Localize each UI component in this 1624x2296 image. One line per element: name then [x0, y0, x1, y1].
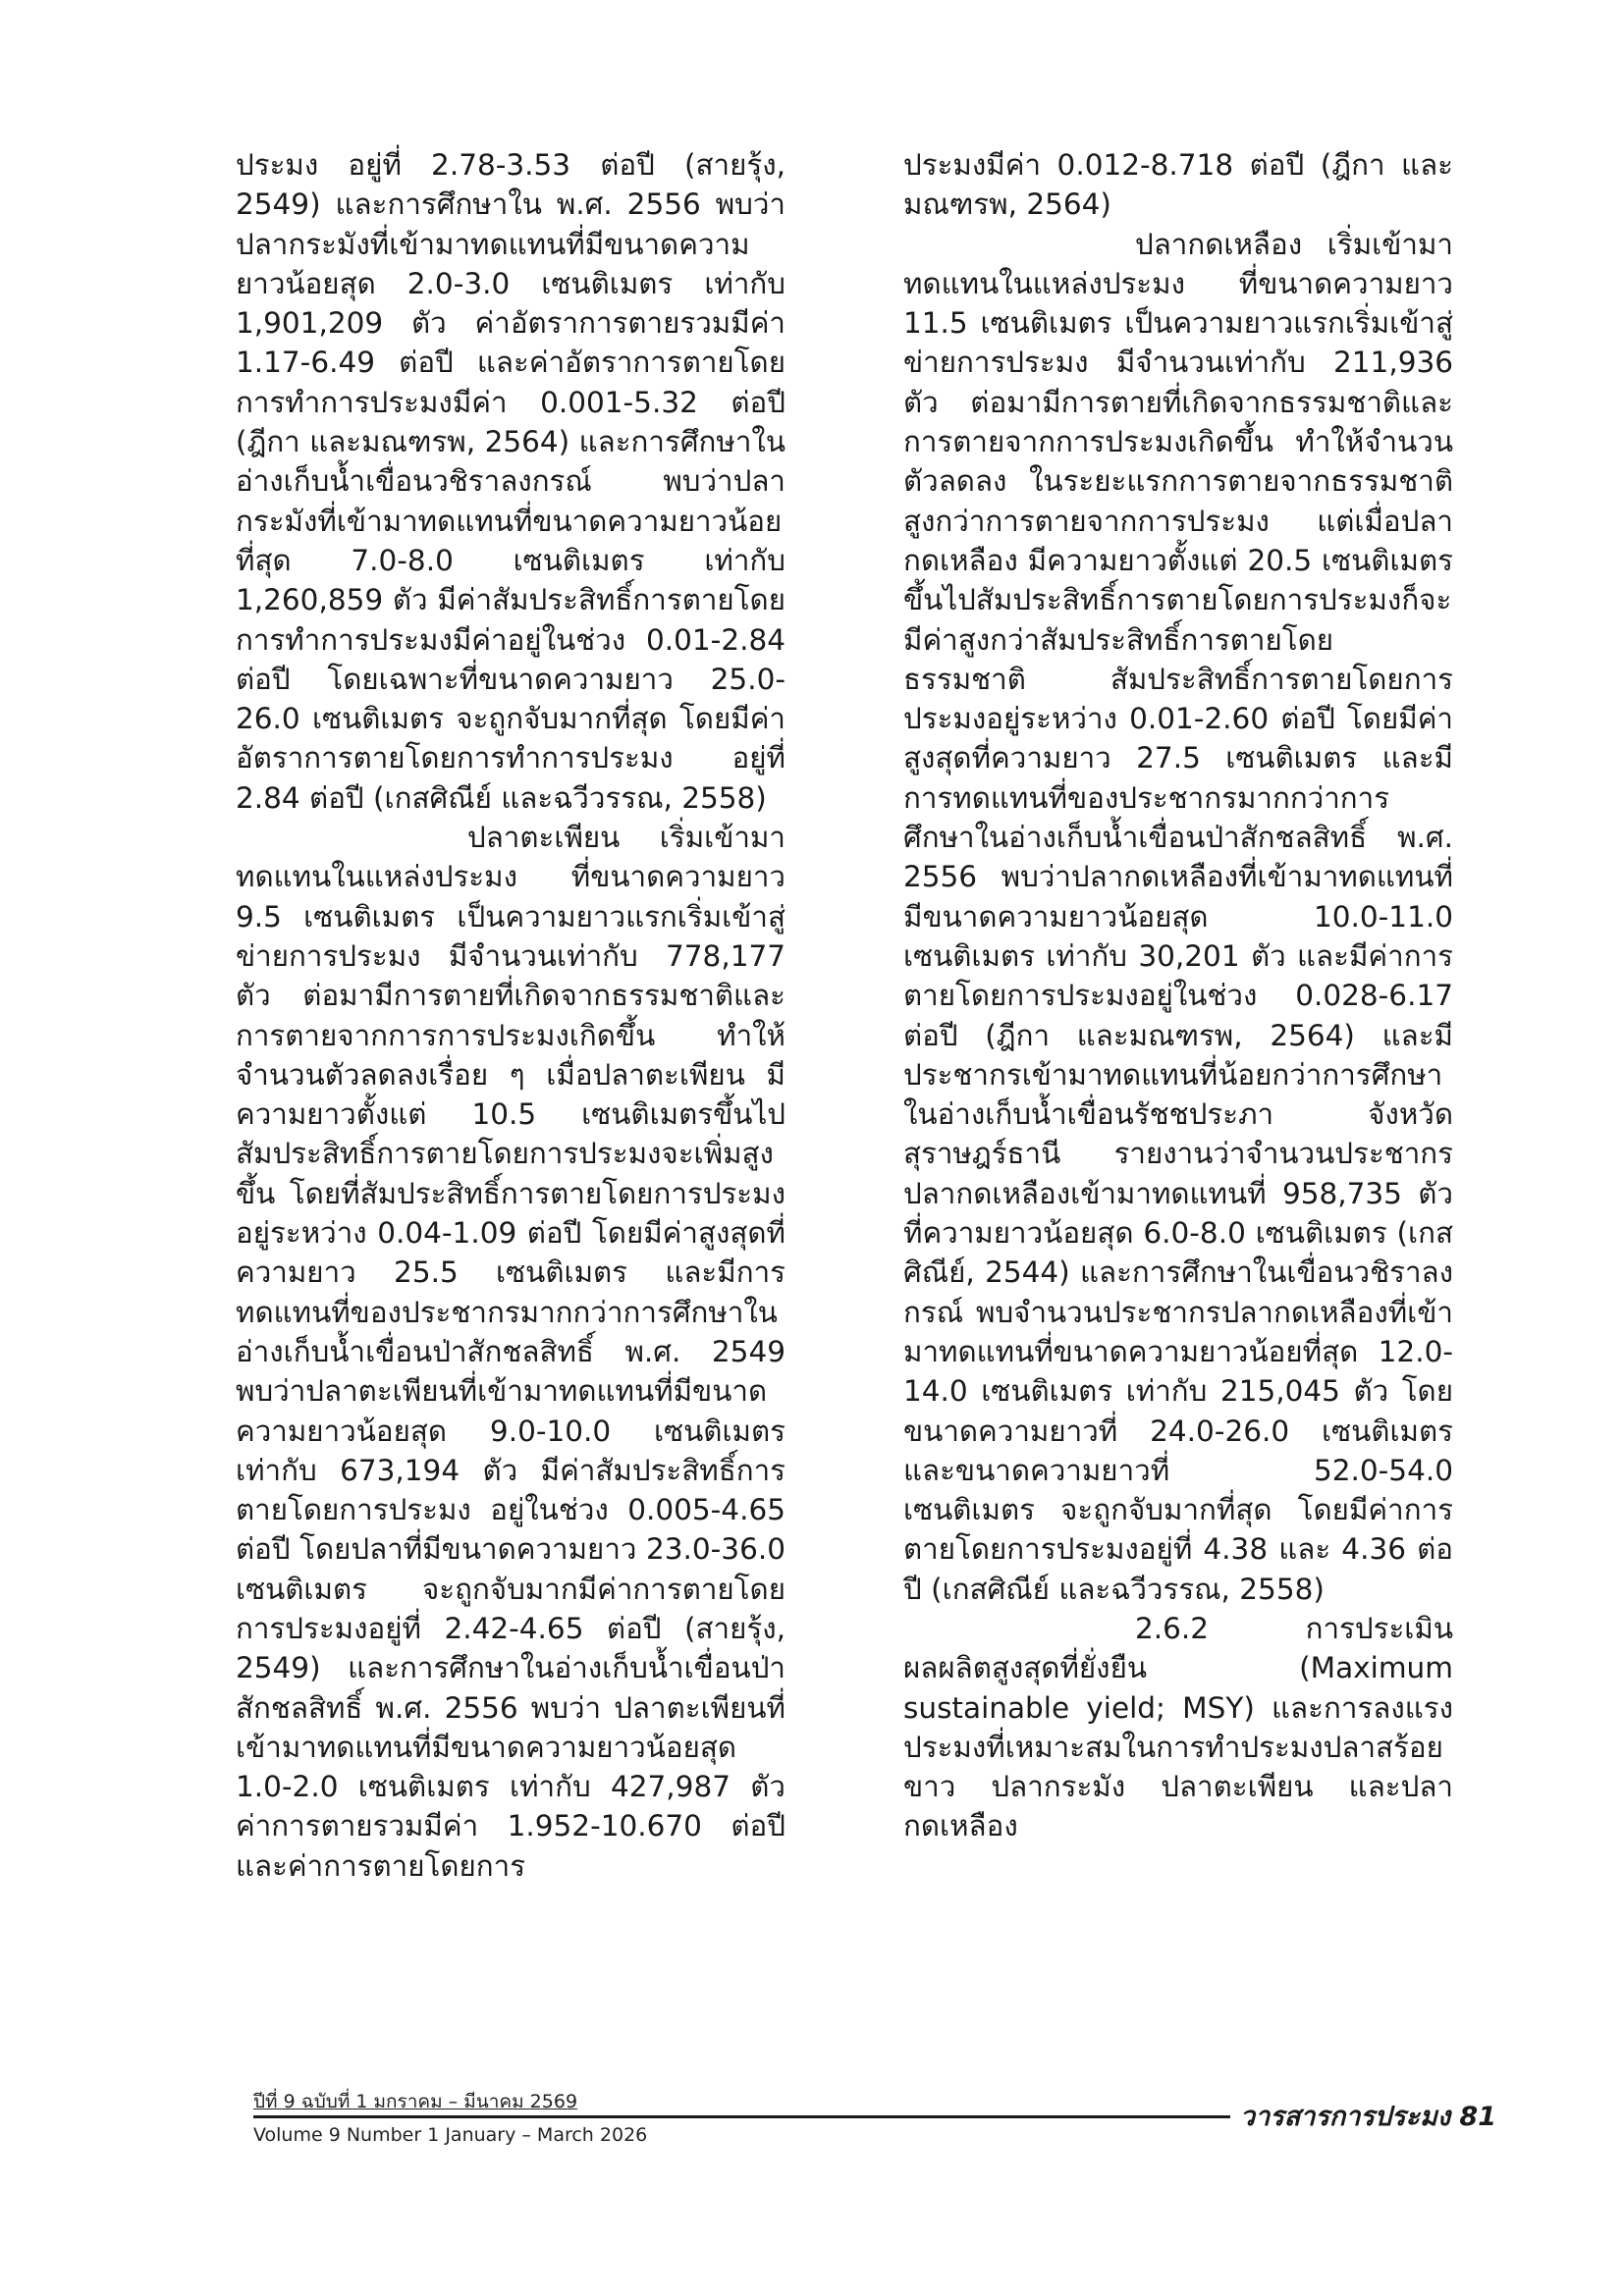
left-column [236, 145, 785, 1886]
paragraph-left-2: ปลาตะเพียน เริ่มเข้ามาทดแทนในแหล่งประมง ที่ขนาดความยาว 9.5 เซนติเมตร เป็นความยาวแรกเริ่มเข้าสู่ข่ายการประมง มีจำนวนเท่ากับ 778,177 ตัว ต่อมามีการตายที่เกิดจากธรรมชาติและการตายจากการการประมงเกิดขึ้น ทำให้จำนวนตัวลดลงเรื่อย ๆ เมื่อปลาตะเพียน มีความยาวตั้งแต่ 10.5 เซนติเมตรขึ้นไป สัมประสิทธิ์การตายโดยการประมงจะเพิ่มสูงขึ้น โดยที่สัมประสิทธิ์การตายโดยการประมงอยู่ระหว่าง 0.04-1.09 ต่อปี โดยมีค่าสูงสุดที่ความยาว 25.5 เซนติเมตร และมีการทดแทนที่ของประชากรมากกว่าการศึกษาในอ่างเก็บน้ำเขื่อนป่าสักชลสิทธิ์ พ.ศ. 2549 พบว่าปลาตะเพียนที่เข้ามาทดแทนที่มีขนาดความยาวน้อยสุด 9.0-10.0 เซนติเมตร เท่ากับ 673,194 ตัว มีค่าสัมประสิทธิ์การตายโดยการประมง อยู่ในช่วง 0.005-4.65 ต่อปี โดยปลาที่มีขนาดความยาว 23.0-36.0 เซนติเมตร จะถูกจับมากมีค่าการตายโดยการประมงอยู่ที่ 2.42-4.65 ต่อปี (สายรุ้ง, 2549) และการศึกษาในอ่างเก็บน้ำเขื่อนป่าสักชลสิทธิ์ พ.ศ. 2556 พบว่า ปลาตะเพียนที่เข้ามาทดแทนที่มีขนาดความยาวน้อยสุด 1.0-2.0 เซนติเมตร เท่ากับ 427,987 ตัว ค่าการตายรวมมีค่า 1.952-10.670 ต่อปี และค่าการตายโดยการ [236, 821, 785, 1883]
footer-issue-thai: ปีที่ 9 ฉบับที่ 1 มกราคม – มีนาคม 2569 [253, 2091, 578, 2112]
footer-journal-page: วารสารการประมง 81 [1230, 2102, 1496, 2133]
footer-issue-english: Volume 9 Number 1 January – March 2026 [253, 2124, 648, 2146]
section-2-6-2-heading: 2.6.2 การประเมินผลผลิตสูงสุดที่ยั่งยืน (Maximum sustainable yield; MSY) และการลงแรงประมงที่เหมาะสมในการทำประมงปลาสร้อยขาว ปลากระมัง ปลาตะเพียน และปลากดเหลือง [903, 1611, 1453, 1843]
footer-rule [253, 2115, 1245, 2118]
right-column [903, 145, 1453, 1846]
paragraph-right-1: ประมงมีค่า 0.012-8.718 ต่อปี (ฎีกา และมณฑรพ, 2564) [903, 148, 1453, 222]
paragraph-left-1: ประมง อยู่ที่ 2.78-3.53 ต่อปี (สายรุ้ง, 2549) และการศึกษาใน พ.ศ. 2556 พบว่าปลากระมังที่เข้ามาทดแทนที่มีขนาดความยาวน้อยสุด 2.0-3.0 เซนติเมตร เท่ากับ 1,901,209 ตัว ค่าอัตราการตายรวมมีค่า 1.17-6.49 ต่อปี และค่าอัตราการตายโดยการทำการประมงมีค่า 0.001-5.32 ต่อปี (ฎีกา และมณฑรพ, 2564) และการศึกษาในอ่างเก็บน้ำเขื่อนวชิราลงกรณ์ พบว่าปลากระมังที่เข้ามาทดแทนที่ขนาดความยาวน้อยที่สุด 7.0-8.0 เซนติเมตร เท่ากับ 1,260,859 ตัว มีค่าสัมประสิทธิ์การตายโดยการทำการประมงมีค่าอยู่ในช่วง 0.01-2.84 ต่อปี โดยเฉพาะที่ขนาดความยาว 25.0-26.0 เซนติเมตร จะถูกจับมากที่สุด โดยมีค่าอัตราการตายโดยการทำการประมง อยู่ที่ 2.84 ต่อปี (เกสศิณีย์ และฉวีวรรณ, 2558) [236, 148, 785, 815]
paragraph-right-2: ปลากดเหลือง เริ่มเข้ามาทดแทนในแหล่งประมง ที่ขนาดความยาว 11.5 เซนติเมตร เป็นความยาวแรกเริ่มเข้าสู่ข่ายการประมง มีจำนวนเท่ากับ 211,936 ตัว ต่อมามีการตายที่เกิดจากธรรมชาติและการตายจากการประมงเกิดขึ้น ทำให้จำนวนตัวลดลง ในระยะแรกการตายจากธรรมชาติสูงกว่าการตายจากการประมง แต่เมื่อปลากดเหลือง มีความยาวตั้งแต่ 20.5 เซนติเมตร ขึ้นไปสัมประสิทธิ์การตายโดยการประมงก็จะมีค่าสูงกว่าสัมประสิทธิ์การตายโดยธรรมชาติ สัมประสิทธิ์การตายโดยการประมงอยู่ระหว่าง 0.01-2.60 ต่อปี โดยมีค่าสูงสุดที่ความยาว 27.5 เซนติเมตร และมีการทดแทนที่ของประชากรมากกว่าการศึกษาในอ่างเก็บน้ำเขื่อนป่าสักชลสิทธิ์ พ.ศ. 2556 พบว่าปลากดเหลืองที่เข้ามาทดแทนที่มีขนาดความยาวน้อยสุด 10.0-11.0 เซนติเมตร เท่ากับ 30,201 ตัว และมีค่าการตายโดยการประมงอยู่ในช่วง 0.028-6.17 ต่อปี (ฎีกา และมณฑรพ, 2564) และมีประชากรเข้ามาทดแทนที่น้อยกว่าการศึกษาในอ่างเก็บน้ำเขื่อนรัชชประภา จังหวัดสุราษฎร์ธานี รายงานว่าจำนวนประชากรปลากดเหลืองเข้ามาทดแทนที่ 958,735 ตัว ที่ความยาวน้อยสุด 6.0-8.0 เซนติเมตร (เกสศิณีย์, 2544) และการศึกษาในเขื่อนวชิราลงกรณ์ พบจำนวนประชากรปลากดเหลืองที่เข้ามาทดแทนที่ขนาดความยาวน้อยที่สุด 12.0-14.0 เซนติเมตร เท่ากับ 215,045 ตัว โดยขนาดความยาวที่ 24.0-26.0 เซนติเมตร และขนาดความยาวที่ 52.0-54.0 เซนติเมตร จะถูกจับมากที่สุด โดยมีค่าการตายโดยการประมงอยู่ที่ 4.38 และ 4.36 ต่อปี (เกสศิณีย์ และฉวีวรรณ, 2558) [903, 227, 1453, 1606]
